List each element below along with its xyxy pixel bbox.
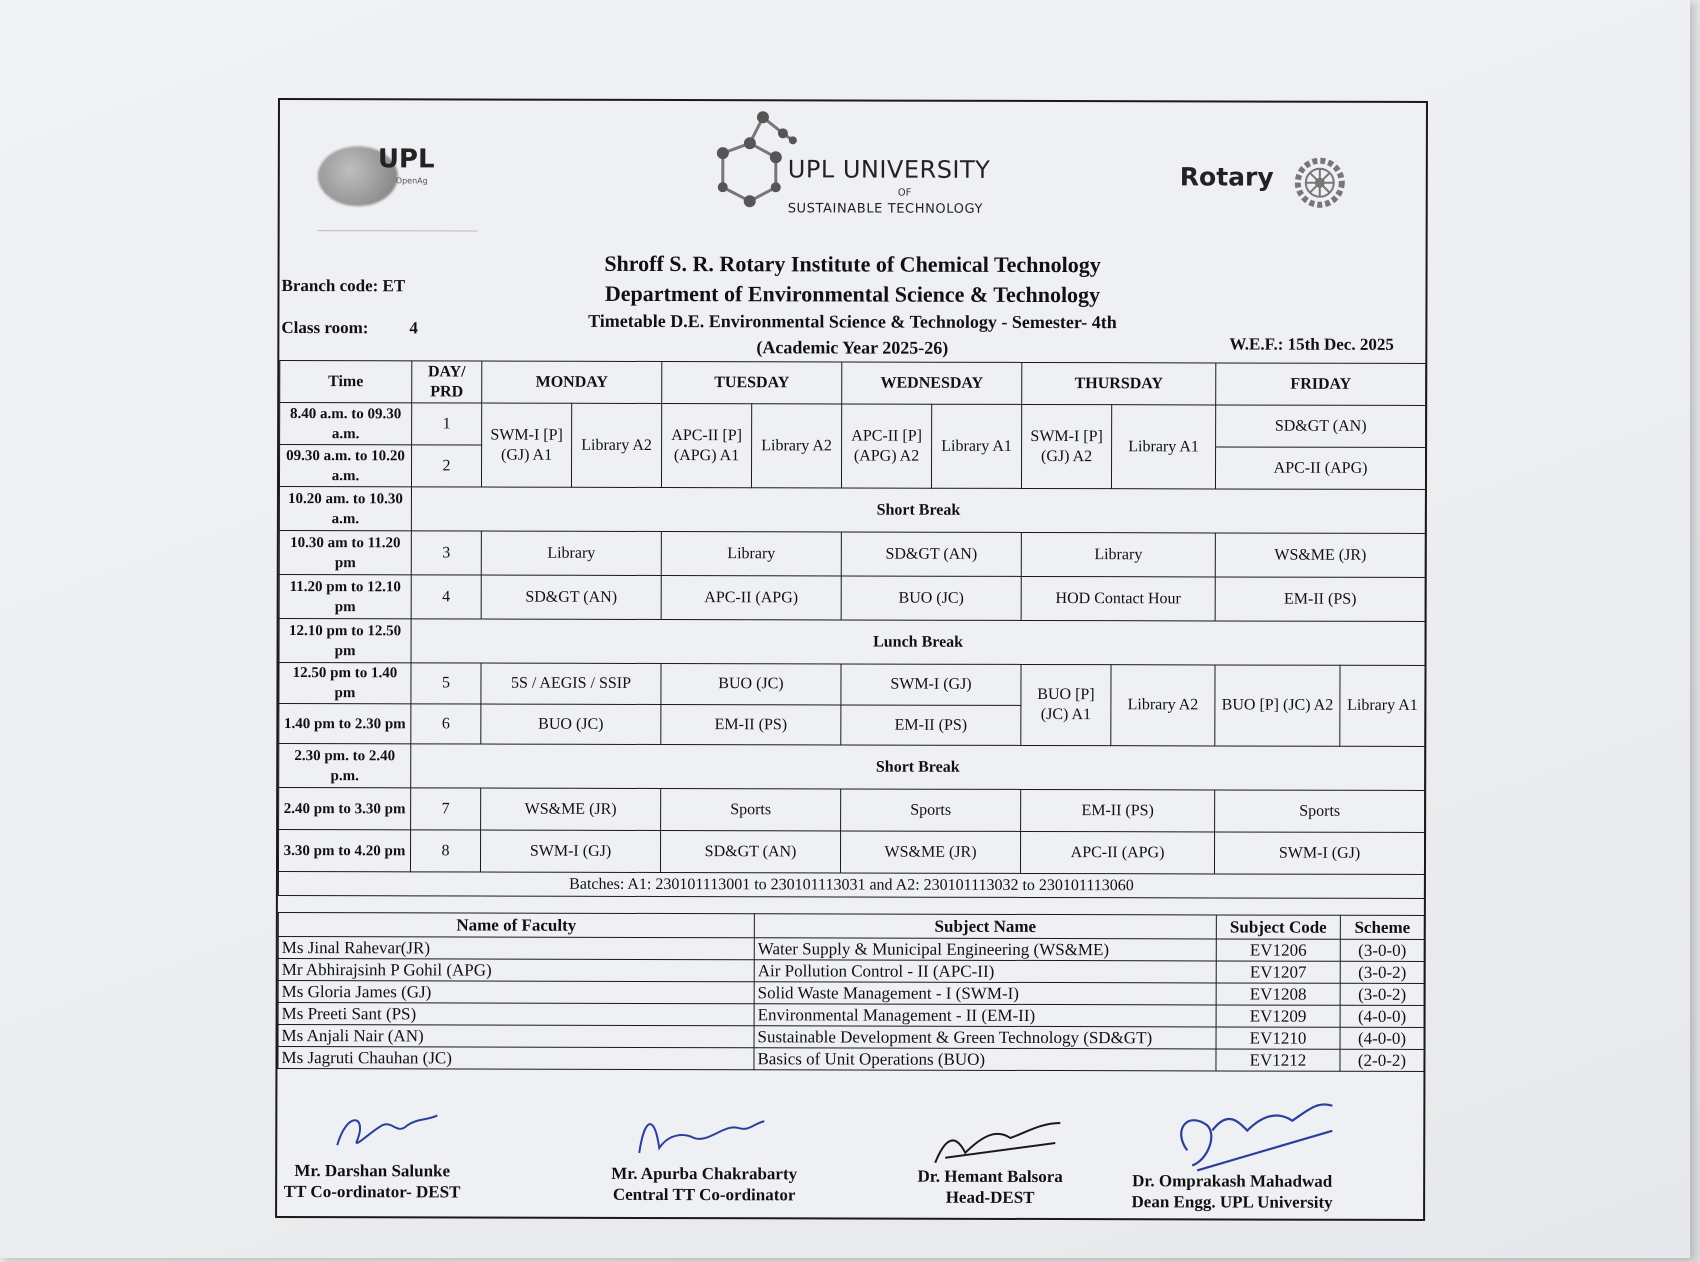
period-number: 3	[411, 531, 481, 575]
subject-name: Water Supply & Municipal Engineering (WS&ME)	[754, 938, 1216, 961]
lab-cell: APC-II [P] (APG) A2	[841, 404, 931, 488]
signatory-name: Dr. Hemant Balsora	[917, 1166, 1063, 1187]
lab-cell: BUO [P] (JC) A1	[1021, 664, 1111, 745]
time-cell: 10.30 am to 11.20 pm	[279, 531, 411, 575]
university-name: UPL UNIVERSITY	[787, 155, 991, 184]
subject-code: EV1208	[1216, 983, 1340, 1005]
subject-name: Solid Waste Management - I (SWM-I)	[754, 982, 1216, 1005]
class-room-label: Class room:	[281, 318, 369, 338]
subject-cell: APC-II (APG)	[661, 576, 841, 620]
period-number: 8	[410, 830, 480, 872]
faculty-row	[278, 959, 1424, 984]
subject-cell: Library	[661, 532, 841, 576]
subject-cell: Library	[1021, 532, 1215, 577]
subject-name: Environmental Management - II (EM-II)	[754, 1004, 1216, 1027]
institute-title: Shroff S. R. Rotary Institute of Chemical Technology	[604, 250, 1101, 278]
header-friday: FRIDAY	[1216, 363, 1426, 406]
subject-cell: Sports	[1215, 790, 1425, 833]
row-lunch-break	[279, 619, 1425, 666]
signature-scribble-icon	[925, 1108, 1065, 1168]
short-break: Short Break	[411, 744, 1425, 791]
row-short-break-1	[279, 487, 1425, 534]
library-cell: Library A1	[1112, 405, 1216, 489]
header-wednesday: WEDNESDAY	[842, 362, 1022, 404]
period-number: 2	[411, 445, 481, 487]
subject-cell: APC-II (APG)	[1021, 831, 1215, 874]
header-time: Time	[280, 361, 412, 403]
row-period-3	[279, 531, 1425, 578]
subject-cell: SD&GT (AN)	[481, 575, 661, 619]
row-period-4	[279, 575, 1425, 622]
upl-logo-text: UPL	[377, 144, 435, 175]
subject-code: EV1212	[1216, 1049, 1340, 1071]
subject-cell: SWM-I (GJ)	[480, 830, 660, 872]
logo-divider	[318, 230, 478, 231]
time-cell: 8.40 a.m. to 09.30 a.m.	[280, 403, 412, 445]
faculty-name: Ms Jinal Rahevar(JR)	[278, 937, 754, 960]
lab-cell: SWM-I [P] (GJ) A1	[481, 403, 571, 487]
time-cell: 2.40 pm to 3.30 pm	[279, 788, 411, 830]
faculty-name: Ms Jagruti Chauhan (JC)	[278, 1047, 754, 1070]
faculty-header-code: Subject Code	[1216, 915, 1340, 939]
faculty-row	[278, 1047, 1424, 1072]
subject-cell: Sports	[661, 789, 841, 831]
subject-cell: WS&ME (JR)	[481, 788, 661, 830]
faculty-header-row	[278, 913, 1424, 940]
timetable-sheet	[275, 98, 1428, 1221]
time-cell: 09.30 a.m. to 10.20 a.m.	[279, 445, 411, 487]
row-batches	[278, 872, 1424, 899]
academic-year: (Academic Year 2025-26)	[756, 337, 949, 358]
lab-cell: APC-II [P] (APG) A1	[661, 404, 751, 488]
upl-logo	[318, 138, 468, 218]
period-number: 4	[411, 575, 481, 619]
subject-cell: EM-II (PS)	[1021, 789, 1215, 832]
rotary-logo	[1180, 154, 1380, 215]
faculty-name: Ms Anjali Nair (AN)	[278, 1025, 754, 1048]
header-monday: MONDAY	[482, 361, 662, 403]
scheme: (4-0-0)	[1340, 1005, 1424, 1027]
upl-logo-subtext: OpenAg	[395, 176, 428, 186]
subject-cell: BUO (JC)	[481, 704, 661, 744]
period-number: 1	[412, 403, 482, 445]
faculty-row	[278, 1025, 1424, 1050]
time-cell: 10.20 am. to 10.30 a.m.	[279, 487, 411, 531]
batches-note: Batches: A1: 230101113001 to 230101113031 and A2: 230101113032 to 230101113060	[278, 872, 1424, 899]
header-thursday: THURSDAY	[1022, 362, 1216, 405]
scheme: (3-0-2)	[1340, 983, 1424, 1005]
row-period-8	[278, 830, 1424, 875]
header-row	[280, 361, 1426, 406]
signatory-name: Dr. Omprakash Mahadwad	[1132, 1171, 1333, 1191]
time-cell: 1.40 pm to 2.30 pm	[279, 704, 411, 744]
subject-cell: Library	[481, 531, 661, 575]
subject-cell: SWM-I (GJ)	[841, 664, 1021, 705]
subject-cell: SD&GT (AN)	[1216, 405, 1426, 448]
subject-name: Air Pollution Control - II (APC-II)	[754, 960, 1216, 983]
signature-scribble-icon	[327, 1100, 447, 1160]
faculty-header-name: Name of Faculty	[278, 913, 754, 938]
subject-cell: WS&ME (JR)	[840, 831, 1020, 873]
signature-scribble-icon	[1167, 1090, 1337, 1180]
signatory-role: Central TT Co-ordinator	[612, 1184, 796, 1205]
faculty-name: Ms Gloria James (GJ)	[278, 981, 754, 1004]
department-title: Department of Environmental Science & Technology	[604, 280, 1101, 308]
header-tuesday: TUESDAY	[662, 362, 842, 404]
wef-date: W.E.F.: 15th Dec. 2025	[1229, 334, 1394, 354]
time-cell: 12.50 pm to 1.40 pm	[279, 663, 411, 704]
rotary-text: Rotary	[1179, 162, 1274, 192]
class-room-value: 4	[409, 318, 418, 338]
subject-code: EV1207	[1216, 961, 1340, 983]
header-day-prd: DAY/ PRD	[412, 361, 482, 403]
subject-name: Basics of Unit Operations (BUO)	[754, 1048, 1216, 1071]
signature-block-head-dest	[915, 1166, 1065, 1208]
subject-code: EV1210	[1216, 1027, 1340, 1049]
subject-cell: 5S / AEGIS / SSIP	[481, 663, 661, 704]
signatory-name: Mr. Darshan Salunke	[294, 1161, 451, 1181]
time-cell: 3.30 pm to 4.20 pm	[278, 830, 410, 872]
scheme: (3-0-2)	[1340, 961, 1424, 983]
time-cell: 2.30 pm. to 2.40 p.m.	[279, 744, 411, 788]
subject-code: EV1209	[1216, 1005, 1340, 1027]
subject-cell: SWM-I (GJ)	[1215, 832, 1425, 875]
row-period-5	[279, 663, 1425, 707]
library-cell: Library A1	[1340, 665, 1425, 746]
signatory-role: Head-DEST	[945, 1187, 1035, 1207]
subject-cell: SD&GT (AN)	[660, 831, 840, 873]
library-cell: Library A1	[931, 404, 1021, 488]
library-cell: Library A2	[1111, 665, 1215, 746]
subject-cell: WS&ME (JR)	[1215, 533, 1425, 578]
signatory-role: Dean Engg. UPL University	[1131, 1192, 1333, 1212]
faculty-header-scheme: Scheme	[1340, 915, 1424, 939]
signature-block-dean	[1117, 1170, 1347, 1213]
subject-cell: HOD Contact Hour	[1021, 576, 1215, 621]
library-cell: Library A2	[571, 403, 661, 487]
subject-name: Sustainable Development & Green Technology (SD&GT)	[754, 1026, 1216, 1049]
subject-cell: Sports	[841, 789, 1021, 831]
row-short-break-2	[279, 744, 1425, 791]
subject-cell: APC-II (APG)	[1216, 447, 1426, 490]
lab-cell: BUO [P] (JC) A2	[1215, 665, 1340, 746]
row-period-1	[280, 403, 1426, 448]
time-cell: 11.20 pm to 12.10 pm	[279, 575, 411, 619]
faculty-row	[278, 937, 1424, 962]
university-logo	[688, 105, 1028, 226]
period-number: 6	[411, 704, 481, 744]
faculty-table	[277, 912, 1424, 1072]
faculty-row	[278, 1003, 1424, 1028]
subject-cell: SD&GT (AN)	[841, 532, 1021, 576]
signatory-name: Mr. Apurba Chakrabarty	[611, 1163, 798, 1184]
time-cell: 12.10 pm to 12.50 pm	[279, 619, 411, 663]
faculty-name: Mr Abhirajsinh P Gohil (APG)	[278, 959, 754, 982]
rotary-wheel-icon	[1290, 155, 1350, 211]
signatory-role: TT Co-ordinator- DEST	[283, 1182, 461, 1202]
subject-cell: EM-II (PS)	[661, 705, 841, 745]
short-break: Short Break	[411, 487, 1425, 534]
faculty-row	[278, 981, 1424, 1006]
subject-cell: EM-II (PS)	[841, 705, 1021, 745]
university-subtitle: SUSTAINABLE TECHNOLOGY	[787, 201, 984, 217]
subject-code: EV1206	[1216, 939, 1340, 961]
subject-cell: EM-II (PS)	[1215, 577, 1425, 622]
scheme: (4-0-0)	[1340, 1027, 1424, 1049]
period-number: 5	[411, 663, 481, 704]
scheme: (2-0-2)	[1340, 1049, 1424, 1071]
row-period-7	[279, 788, 1425, 833]
timetable-grid	[278, 360, 1426, 899]
faculty-header-subject: Subject Name	[754, 914, 1216, 939]
faculty-name: Ms Preeti Sant (PS)	[278, 1003, 754, 1026]
signature-scribble-icon	[629, 1103, 769, 1163]
lab-cell: SWM-I [P] (GJ) A2	[1022, 404, 1112, 488]
period-number: 7	[411, 788, 481, 830]
branch-code: Branch code: ET	[281, 276, 406, 296]
signature-block-tt-coordinator	[277, 1160, 467, 1202]
library-cell: Library A2	[751, 404, 841, 488]
molecule-icon	[688, 105, 798, 225]
subject-cell: BUO (JC)	[661, 664, 841, 705]
university-of: OF	[897, 187, 912, 199]
signature-block-central-coordinator	[599, 1163, 809, 1206]
lunch-break: Lunch Break	[411, 619, 1425, 666]
timetable-title: Timetable D.E. Environmental Science & Technology - Semester- 4th	[588, 310, 1117, 333]
scheme: (3-0-0)	[1340, 939, 1424, 961]
subject-cell: BUO (JC)	[841, 576, 1021, 620]
